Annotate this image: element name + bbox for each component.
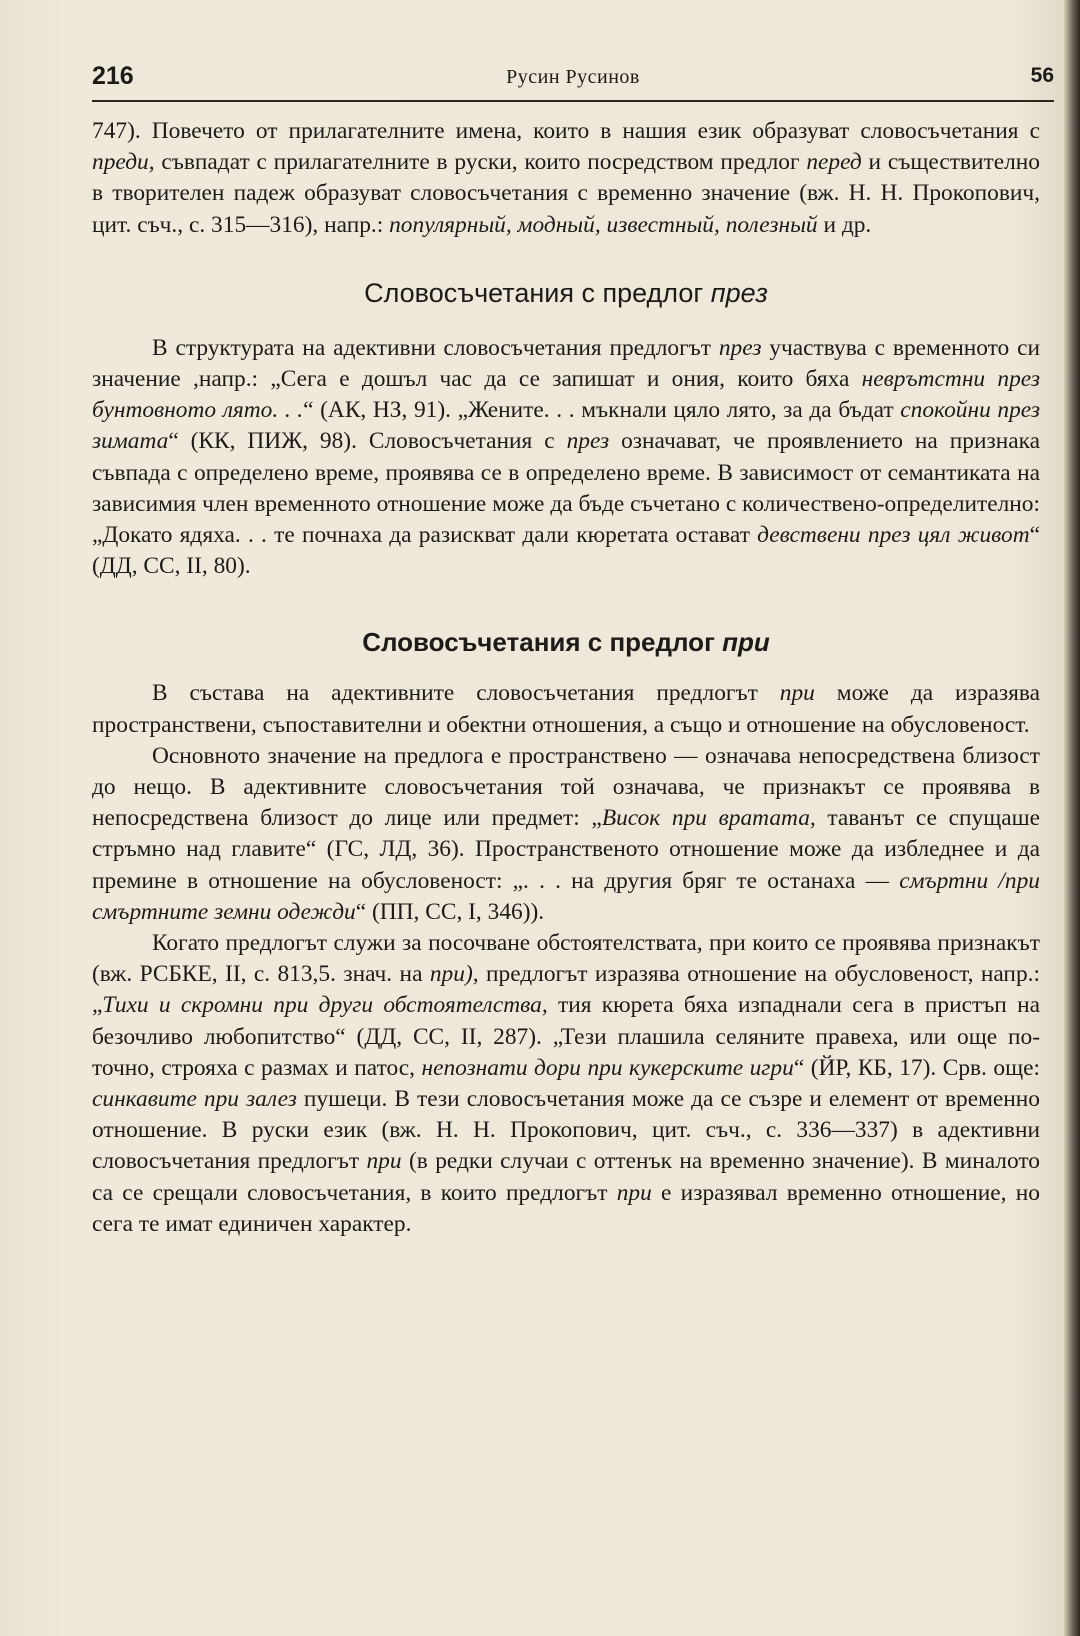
italic-run: при), xyxy=(429,961,479,988)
pri-paragraph-2 xyxy=(92,741,1040,928)
book-binding-edge xyxy=(1064,0,1080,1636)
page-body xyxy=(92,116,1040,1240)
italic-run: синкавите при залез xyxy=(92,1086,297,1113)
section-heading-pri xyxy=(92,626,1040,658)
text-run: “ (ДД, СС, II, 80). xyxy=(92,522,1040,580)
pri-paragraph-3 xyxy=(92,928,1040,1240)
italic-run: през xyxy=(718,334,762,361)
page-number: 216 xyxy=(92,62,134,90)
italic-run: при xyxy=(616,1179,652,1206)
italic-run: непознати дори при кукерските игри xyxy=(421,1054,794,1081)
italic-run: спокойни през зимата xyxy=(92,397,1040,455)
pri-paragraph-1 xyxy=(92,678,1040,740)
text-run: “ (АК, НЗ, 91). „Жените. . . мъкнали цяло лято, за да бъдат xyxy=(303,397,901,424)
text-run: предлогът изразява отношение на обусловеност, напр.: „ xyxy=(92,961,1040,1019)
heading-text: Словосъчетания с предлог xyxy=(364,277,711,308)
text-run: таванът се спущаше стръмно над главите“ (ГС, ЛД, 36). Пространственото отношение може да избледнее и да премине в отношение на обусловеност: „. . . на другия бряг те останаха — xyxy=(92,805,1040,894)
italic-run: смъртни /при смъртните земни одежди xyxy=(92,867,1040,925)
text-run: съвпадат с прилагателните в руски, които посредством предлог xyxy=(154,149,807,176)
text-run: Основното значение на предлога е пространствено — означава непосредствена близост до нещо. В адективните словосъчетания той означава, че признакът се проявява в непосредствена близост до лице или предмет: „ xyxy=(92,742,1040,832)
intro-paragraph xyxy=(92,116,1040,241)
text-run: и съществително в творителен падеж образуват словосъчетания с временно значение (вж. Н. Н. Прокопович, цит. съч., с. 315—316), напр.: xyxy=(92,149,1040,238)
italic-run: перед xyxy=(806,149,862,176)
text-run: Когато предлогът служи за посочване обстоятелствата, при които се проявява признакът (вж. РСБКЕ, II, с. 813,5. знач. на xyxy=(92,930,1040,988)
text-run: участвува с временното си значение ,напр.: „Сега е дошъл час да се запишат и ония, които бяха xyxy=(92,334,1040,393)
text-run: пушеци. В тези словосъчетания може да се съзре и елемент от временно отношение. В руски език (вж. Н. Н. Прокопович, цит. съч., с. 336—337) в адективни словосъчетания предлогът xyxy=(92,1086,1040,1175)
heading-italic: през xyxy=(710,277,768,308)
section-heading-prez xyxy=(92,277,1040,309)
italic-run: при xyxy=(779,680,815,707)
text-run: 747). Повечето от прилагателните имена, които в нашия език образуват словосъчетания с xyxy=(92,118,1040,144)
header-rule xyxy=(92,100,1054,102)
text-run: “ (ПП, СС, I, 346)). xyxy=(355,898,545,925)
italic-run: популярный, модный, известный, полезный xyxy=(389,211,818,238)
text-run: означават, че проявлението на признака съвпада с определено време, проявява се в определено време. В зависимост от семантиката на зависимия член временното отношение може да бъде съчетано с количествено-определително: „Докато ядяха. . . те почнаха да разискват дали кюретата остават xyxy=(92,428,1041,549)
italic-run: през xyxy=(566,428,610,455)
italic-run: Висок при вратата, xyxy=(601,805,816,832)
italic-run: девствени през цял живот xyxy=(757,522,1030,549)
text-run: В структурата на адективни словосъчетания предлогът xyxy=(152,334,719,361)
text-run: В състава на адективните словосъчетания предлогът xyxy=(152,680,780,707)
page-header xyxy=(92,58,1054,98)
prez-paragraph xyxy=(92,333,1040,583)
italic-run: неврътстни през бунтовното лято. . . xyxy=(92,366,1040,424)
italic-run: Тихи и скромни при други обстоятелства, xyxy=(102,992,548,1019)
text-run: може да изразява пространствени, съпоставителни и обектни отношения, а също и отношение на обусловеност. xyxy=(92,680,1040,738)
text-run: е изразявал временно отношение, но сега те имат единичен характер. xyxy=(92,1179,1040,1237)
italic-run: преди, xyxy=(92,149,155,176)
text-run: “ (ЙР, КБ, 17). Срв. още: xyxy=(793,1054,1040,1081)
italic-run: при xyxy=(366,1148,402,1175)
heading-text: Словосъчетания с предлог xyxy=(362,627,723,658)
text-run: (в редки случаи с оттенък на временно значение). В миналото са се срещали словосъчетания, в които предлогът xyxy=(92,1148,1040,1206)
running-head: Русин Русинов xyxy=(506,66,640,88)
text-run: тия кюрета бяха изпаднали сега в пристъп на безочливо любопитство“ (ДД, СС, II, 287). „Тези плашила селяните правеха, или още по-точно, строяха с размах и патос, xyxy=(92,992,1041,1081)
text-run: “ (КК, ПИЖ, 98). Словосъчетания с xyxy=(168,428,567,455)
text-run: и др. xyxy=(817,211,872,238)
heading-italic: при xyxy=(722,627,770,658)
corner-number: 56 xyxy=(1030,64,1054,87)
